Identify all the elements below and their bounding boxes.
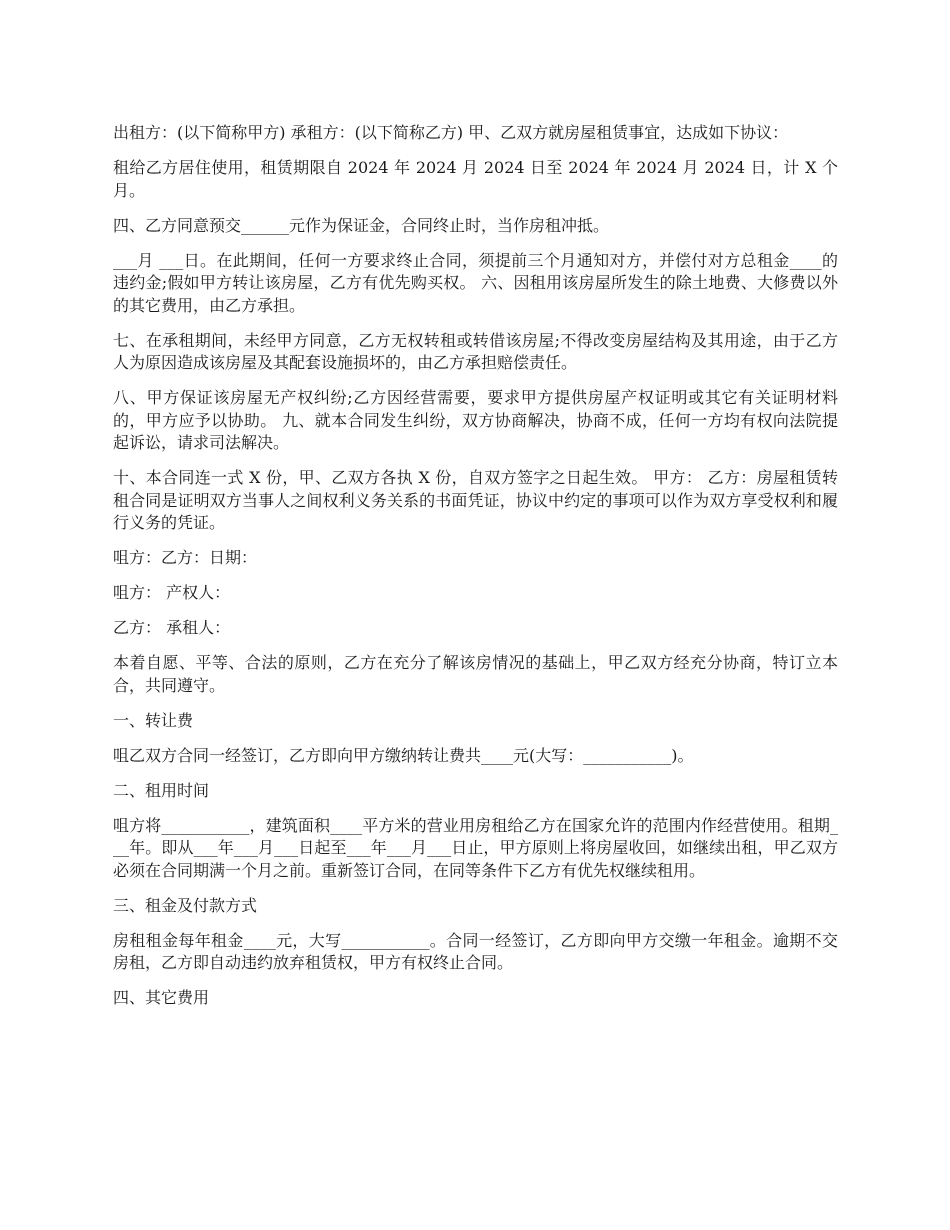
paragraph-clause-10: 十、本合同连一式 X 份，甲、乙双方各执 X 份，自双方签字之日起生效。 甲方： 乙方：房屋租赁转租合同是证明双方当事人之间权利义务关系的书面凭证，协议中约定的事项可以作为双方享受权利和履行义务的凭证。 [113,468,838,532]
section-heading-other-fees: 四、其它费用 [113,988,210,1007]
section-heading-rent-payment: 三、租金及付款方式 [113,895,258,915]
paragraph-signature-tenant: 乙方： 承租人： [113,618,231,637]
section-heading-transfer-fee: 一、转让费 [113,710,194,730]
paragraph-rental-period: 咀方将___________，建筑面积____平方米的营业用房租给乙方在国家允许的范围内作经营使用。租期___年。即从___年___月___日起至___年___月___日止，甲方原则上将房屋收回，如继续出租，甲乙双方必须在合同期满一个月之前。重新签订合同，在同等条件下乙方有优先权继续租用。 [113,815,838,880]
paragraph-parties: 出租方：(以下简称甲方) 承租方：(以下简称乙方) 甲、乙双方就房屋租赁事宜，达成如下协议： [113,123,789,142]
paragraph-clause-8-9: 八、甲方保证该房屋无产权纠纷;乙方因经营需要，要求甲方提供房屋产权证明或其它有关证明材料的，甲方应予以协助。 九、就本合同发生纠纷，双方协商解决，协商不成，任何一方均有权向法院提起诉讼，请求司法解决。 [113,388,838,452]
paragraph-transfer-fee: 咀乙双方合同一经签订，乙方即向甲方缴纳转让费共____元(大写：___________)。 [113,745,694,765]
paragraph-principles: 本着自愿、平等、合法的原则，乙方在充分了解该房情况的基础上，甲乙双方经充分协商，特订立本合，共同遵守。 [113,653,838,695]
paragraph-signature-owner: 咀方： 产权人： [113,583,231,602]
section-heading-rental-period: 二、租用时间 [113,780,210,800]
paragraph-signature-date: 咀方：乙方：日期： [113,548,258,567]
paragraph-clause-7: 七、在承租期间，未经甲方同意，乙方无权转租或转借该房屋;不得改变房屋结构及其用途，由于乙方人为原因造成该房屋及其配套设施损坏的，由乙方承担赔偿责任。 [113,330,838,372]
paragraph-termination: ___月 ___日。在此期间，任何一方要求终止合同，须提前三个月通知对方，并偿付对方总租金____的违约金;假如甲方转让该房屋，乙方有优先购买权。 六、因租用该房屋所发生的除土地费、大修费以外的其它费用，由乙方承担。 [113,250,838,315]
paragraph-rent-payment: 房租租金每年租金____元，大写___________。合同一经签订，乙方即向甲方交缴一年租金。逾期不交房租，乙方即自动违约放弃租赁权，甲方有权终止合同。 [113,930,838,972]
paragraph-lease-term: 租给乙方居住使用，租赁期限自 2024 年 2024 月 2024 日至 2024 年 2024 月 2024 日，计 X 个月。 [113,158,838,200]
paragraph-deposit: 四、乙方同意预交______元作为保证金，合同终止时，当作房租冲抵。 [113,215,610,235]
document-page [113,122,838,1022]
